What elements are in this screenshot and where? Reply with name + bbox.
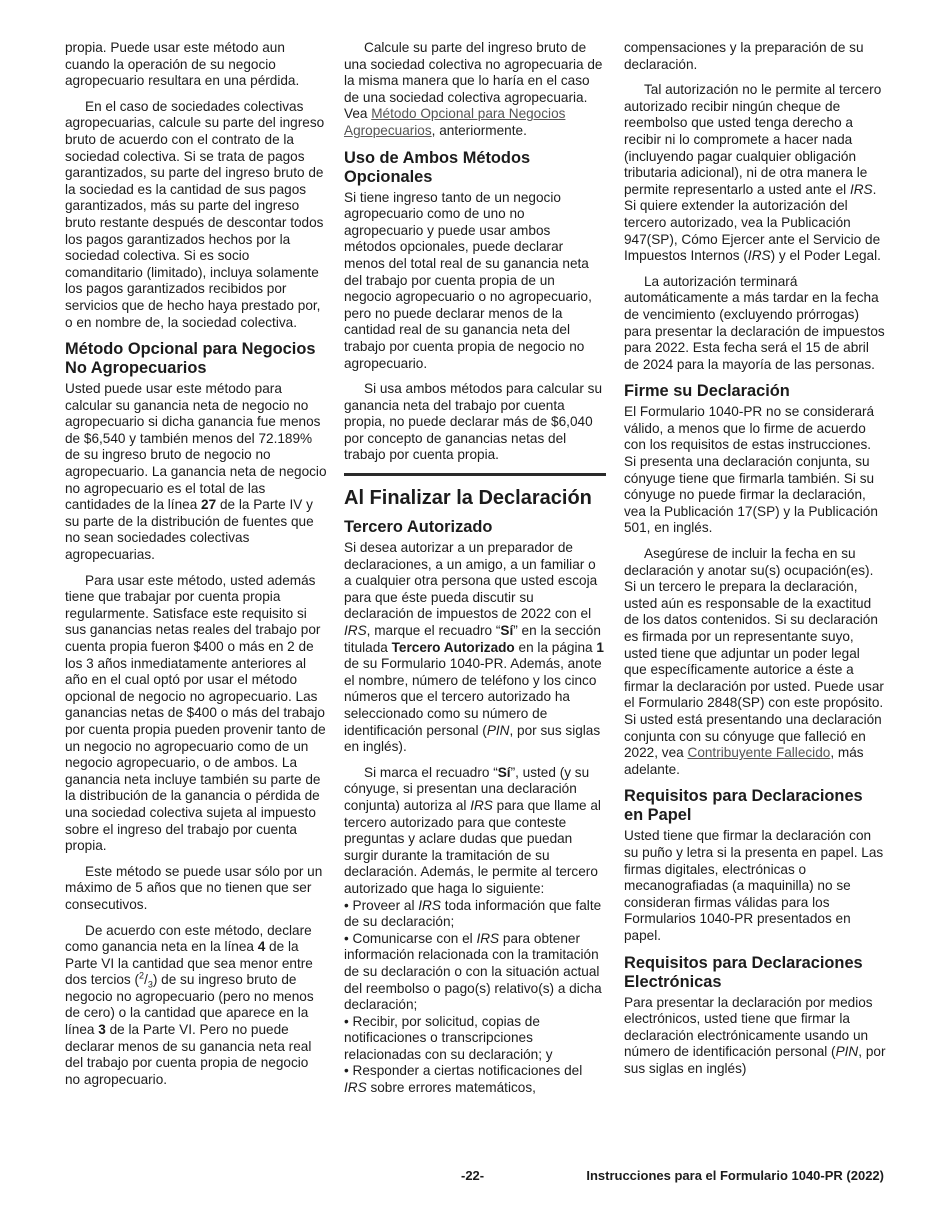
paragraph: Si usa ambos métodos para calcular su ganancia neta del trabajo por cuenta propia, no puede declarar más de $6,040 por concepto de ganancias netas del trabajo por cuenta propia. — [344, 381, 603, 463]
paragraph: De acuerdo con este método, declare como ganancia neta en la línea 4 de la Parte VI la cantidad que sea menor entre dos tercios $(^2/_3)$ de su ingreso bruto de negocio no agropecuario (pero no menos de cero) o la cantidad que aparece en la línea 3 de la Parte VI. Pero no puede declarar menos de su ganancia neta real del trabajo por cuenta propia de negocio no agropecuario. — [65, 922, 314, 1087]
column-left — [65, 40, 327, 1097]
list-item: • Proveer al IRS toda información que falte de su declaración; — [344, 897, 602, 930]
page-number: -22- — [461, 1168, 485, 1183]
paragraph: Si desea autorizar a un preparador de declaraciones, a un amigo, a un familiar o a cualquier otra persona que usted escoja para que éste pueda discutir su declaración de impuestos de 2022 con el IRS, marque el recuadro “Sí” en la sección titulada Tercero Autorizado en la página 1 de su Formulario 1040-PR. Además, anote el nombre, número de teléfono y los cinco números que el tercero autorizado ha seleccionado como su número de identificación personal (PIN, por sus siglas en inglés). — [344, 540, 604, 755]
paragraph: Para usar este método, usted además tiene que trabajar por cuenta propia regularmente. Satisface este requisito si sus ganancias netas reales del trabajo por cuenta propia fueron $400 o más en 2 de los 3 años inmediatamente anteriores al año en el cual optó por usar el método opcional de negocio no agropecuario. Las ganancias netas de $400 o más del trabajo por cuenta propia pueden provenir tanto de un negocio no agropecuario como de un negocio agropecuario, o de ambos. La ganancia neta incluye también su parte de la distribución de la ganancia o pérdida de una sociedad colectiva sujeta al impuesto sobre el ingreso del trabajo por cuenta propia. — [65, 572, 326, 854]
paragraph: Calcule su parte del ingreso bruto de una sociedad colectiva no agropecuaria de la misma manera que lo haría en el caso de una sociedad colectiva agropecuaria. Vea Método Opcional para Negocios Agropecuarios, anteriormente. — [344, 40, 603, 138]
paragraph: propia. Puede usar este método aun cuando la operación de su negocio agropecuario resultara en una pérdida. — [65, 40, 300, 89]
paragraph: Asegúrese de incluir la fecha en su declaración y anotar su(s) ocupación(es). Si un tercero le prepara la declaración, usted aún es responsable de la exactitud de los datos contenidos. Si su declaración es firmada por un representante suyo, usted tiene que adjuntar un poder legal que específicamente autorice a éste a firmar la declaración por usted. Puede usar el Formulario 2848(SP) con este propósito. Si usted está presentando una declaración conjunta con su cónyuge que falleció en 2022, vea Contribuyente Fallecido, más adelante. — [624, 546, 884, 777]
section-heading: Tercero Autorizado — [344, 518, 493, 537]
list-item: • Comunicarse con el IRS para obtener información relacionada con la tramitación de su declaración o con la situación actual del reembolso o pago(s) relativo(s) a dicha declaración; — [344, 930, 602, 1013]
section-heading: Método Opcional para Negocios No Agropecuarios — [65, 340, 316, 378]
paragraph: En el caso de sociedades colectivas agropecuarias, calcule su parte del ingreso bruto de acuerdo con el contrato de la sociedad colectiva. Si se trata de pagos garantizados, su parte del ingreso bruto de la sociedad es la cantidad de sus pagos garantizados, más su parte del ingreso bruto restante después de descontar todos los pagos garantizados hechos por la sociedad colectiva. Si es socio comanditario (limitado), incluya solamente los pagos garantizados recibidos por servicios que de hecho haya prestado por, o en nombre de, la sociedad colectiva. — [65, 98, 325, 330]
paragraph: Tal autorización no le permite al tercero autorizado recibir ningún cheque de reembolso que usted tenga derecho a recibir ni lo compromete a hacer nada (incluyendo pagar cualquier obligación tributaria adicional), ni de otra manera le permite representarlo a usted ante el IRS. Si quiere extender la autorización del tercero autorizado, vea la Publicación 947(SP), Cómo Ejercer ante el Servicio de Impuestos Internos (IRS) y el Poder Legal. — [624, 82, 882, 264]
paragraph: La autorización terminará automáticamente a más tardar en la fecha de vencimiento (excluyendo prórrogas) para presentar la declaración de impuestos para 2022. Esta fecha será el 15 de abril de 2024 para la mayoría de las personas. — [624, 273, 885, 372]
link-farm-optional-method[interactable]: Método Opcional para Negocios Agropecuarios — [344, 106, 566, 138]
list-item: • Responder a ciertas notificaciones del IRS sobre errores matemáticos, — [344, 1063, 583, 1096]
column-middle — [344, 40, 606, 1097]
section-heading: Requisitos para Declaraciones en Papel — [624, 787, 863, 825]
footer-title: Instrucciones para el Formulario 1040-PR (2022) — [586, 1168, 884, 1183]
paragraph: Para presentar la declaración por medios electrónicos, usted tiene que firmar la declaración electrónicamente usando un número de identificación personal (PIN, por sus siglas en inglés) — [624, 994, 886, 1076]
paragraph: compensaciones y la preparación de su declaración. — [624, 40, 864, 72]
section-heading: Requisitos para Declaraciones Electrónicas — [624, 953, 863, 991]
paragraph: Usted tiene que firmar la declaración con su puño y letra si la presenta en papel. Las firmas digitales, electrónicas o mecanografiadas (a maquinilla) no se consideran firmas válidas para los Formularios 1040-PR presentados en papel. — [624, 828, 884, 943]
section-heading: Firme su Declaración — [624, 382, 790, 401]
link-deceased-taxpayer[interactable]: Contribuyente Fallecido — [687, 745, 831, 761]
column-right — [624, 40, 886, 1086]
section-heading: Uso de Ambos Métodos Opcionales — [344, 148, 531, 186]
list-item: • Recibir, por solicitud, copias de notificaciones o transcripciones relacionadas con su declaración; y — [344, 1013, 553, 1062]
paragraph: Usted puede usar este método para calcular su ganancia neta de negocio no agropecuario si dicha ganancia fue menos de $6,540 y también menos del 72.189% de su ingreso bruto de negocio no agropecuario. La ganancia neta de negocio no agropecuario es el total de las cantidades de la línea 27 de la Parte IV y su parte de la distribución de fuentes que no sean sociedades colectivas agropecuarias. — [65, 381, 327, 563]
paragraph: Este método se puede usar sólo por un máximo de 5 años que no tienen que ser consecutivos. — [65, 863, 323, 912]
major-heading: Al Finalizar la Declaración — [344, 487, 592, 510]
paragraph: Si marca el recuadro “Sí”, usted (y su cónyuge, si presentan una declaración conjunta) autoriza al IRS para que llame al tercero autorizado para que conteste preguntas y aclare dudas que puedan surgir durante la tramitación de su declaración. Además, le permite al tercero autorizado que haga lo siguiente: — [344, 764, 601, 896]
paragraph: El Formulario 1040-PR no se considerará válido, a menos que lo firme de acuerdo con los requisitos de estas instrucciones. Si presenta una declaración conjunta, su cónyuge tiene que firmarla también. Si su cónyuge no puede firmar la declaración, vea la Publicación 17(SP) y la Publicación 501, en inglés. — [624, 404, 878, 536]
paragraph: Si tiene ingreso tanto de un negocio agropecuario como de uno no agropecuario y puede usar ambos métodos opcionales, puede declarar menos del total real de su ganancia neta del trabajo por cuenta propia de un negocio agropecuario o no agropecuario, pero no puede declarar menos de la cantidad real de su ganancia neta del trabajo por cuenta propia de negocio no agropecuario. — [344, 189, 592, 371]
section-divider — [344, 473, 606, 476]
